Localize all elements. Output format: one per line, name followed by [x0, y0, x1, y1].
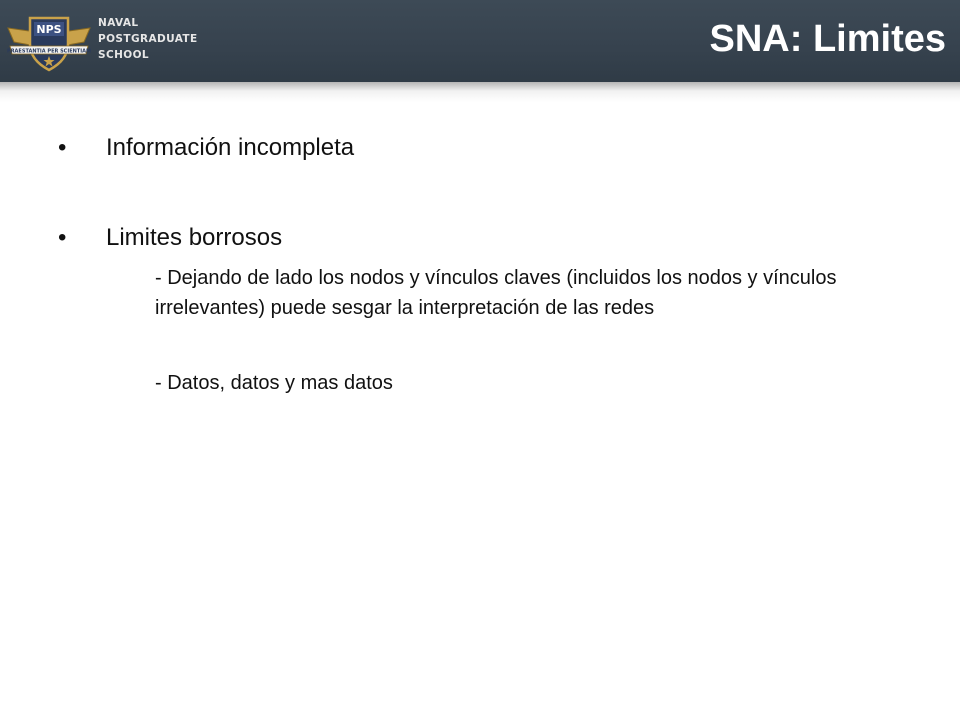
svg-text:NPS: NPS — [36, 23, 62, 36]
logo-line-naval: NAVAL — [98, 17, 139, 29]
svg-text:PRAESTANTIA PER SCIENTIAM: PRAESTANTIA PER SCIENTIAM — [7, 48, 91, 55]
logo-line-school: SCHOOL — [98, 49, 149, 61]
sub-item: - Datos, datos y mas datos — [155, 372, 393, 394]
bullet-symbol: • — [58, 224, 67, 251]
slide-title: SNA: Limites — [709, 18, 946, 60]
sub-item: - Dejando de lado los nodos y vínculos claves (incluidos los nodos y vínculos irrelevantes) puede sesgar la interpretación de las redes — [155, 267, 837, 319]
bullet-symbol: • — [58, 134, 67, 161]
bullet-text: Información incompleta — [106, 134, 355, 161]
bullet-text: Limites borrosos — [106, 224, 283, 251]
logo-line-postgraduate: POSTGRADUATE — [98, 33, 198, 45]
